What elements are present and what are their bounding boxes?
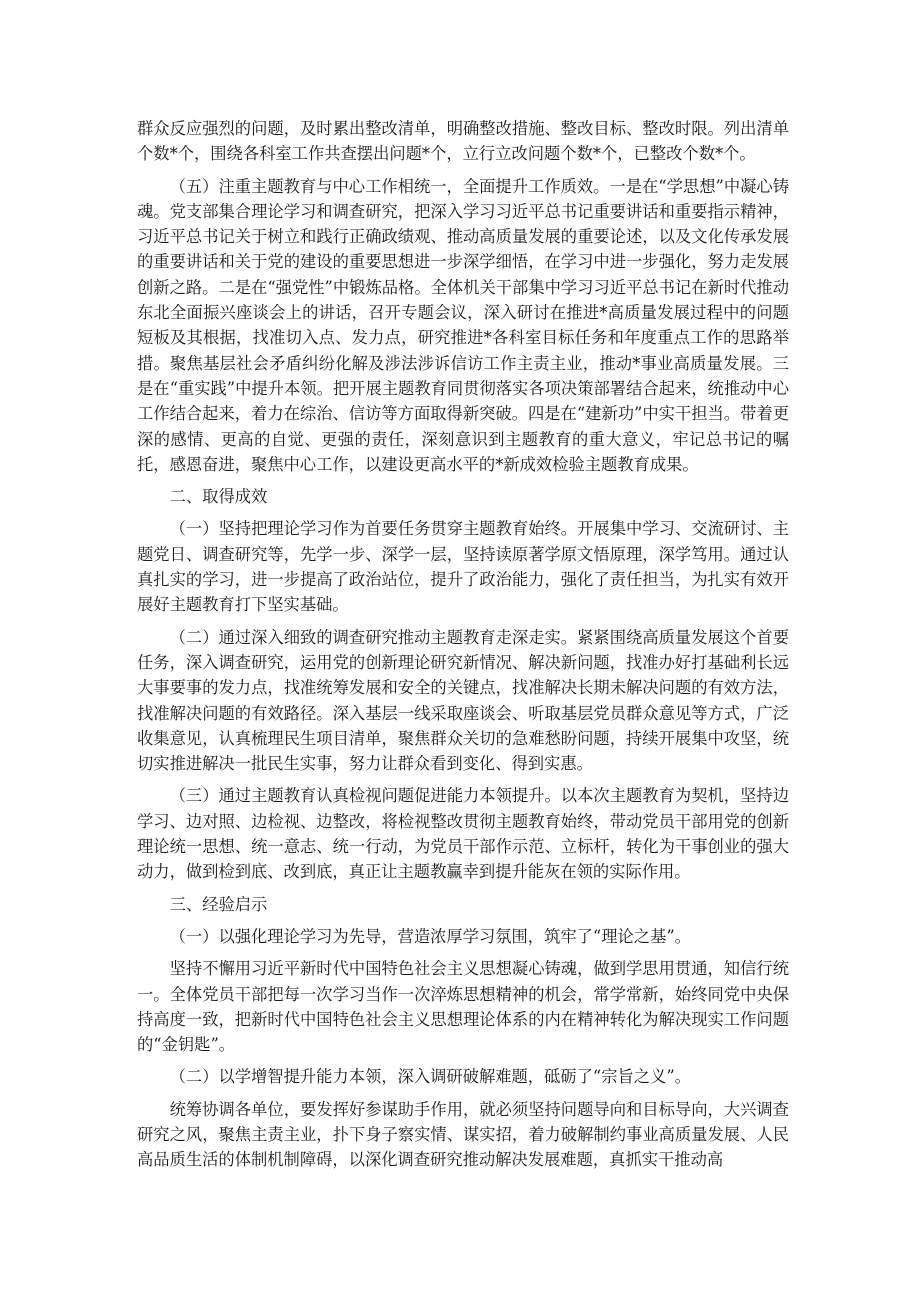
paragraph-experience-two-body: 统筹协调各单位，要发挥好参谋助手作用，就必须坚持问题导向和目标导向，大兴调查研究之风，聚焦主责主业，扑下身子察实情、谋实招，着力破解制约事业高质量发展、人民高品质生活的体制机制障碍，以深化调查研究推动解决发展难题，真抓实干推动高 [137,1099,789,1170]
paragraph-achievement-two: （二）通过深入细致的调查研究推动主题教育走深走实。紧紧围绕高质量发展这个首要任务，深入调查研究，运用党的创新理论研究新情况、解决新问题，找准办好打基础利长远大事要事的发力点，找准统筹发展和安全的关键点，找准解决长期未解决问题的有效方法，找准解决问题的有效路径。深入基层一线采取座谈会、听取基层党员群众意见等方式，广泛收集意见，认真梳理民生项目清单，聚焦群众关切的急难愁盼问题，持续开展集中攻坚，统切实推进解决一批民生实事，努力让群众看到变化、得到实惠。 [137,627,789,774]
heading-achievements: 二、取得成效 [169,487,268,507]
heading-experience: 三、经验启示 [169,894,268,914]
document-page [137,116,789,1180]
paragraph-section-five: （五）注重主题教育与中心工作相统一，全面提升工作质效。一是在“学思想”中凝心铸魂。党支部集合理论学习和调查研究，把深入学习习近平总书记重要讲话和重要指示精神，习近平总书记关于树立和践行正确政绩观、推动高质量发展的重要论述，以及文化传承发展的重要讲话和关于党的建设的重要思想进一步深学细悟，在学习中进一步强化，努力走发展创新之路。二是在“强党性”中锻炼品格。全体机关干部集中学习习近平总书记在新时代推动东北全面振兴座谈会上的讲话，召开专题会议，深入研讨在推进*高质量发展过程中的问题短板及其根据，找准切入点、发力点，研究推进*各科室目标任务和年度重点工作的思路举措。聚焦基层社会矛盾纠纷化解及涉法涉诉信访工作主责主业，推动*事业高质量发展。三是在“重实践”中提升本领。把开展主题教育同贯彻落实各项决策部署结合起来，统推动中心工作结合起来，着力在综治、信访等方面取得新突破。四是在“建新功”中实干担当。带着更深的感情、更高的自觉、更强的责任，深刻意识到主题教育的重大意义，牢记总书记的嘱托，感恩奋进，聚焦中心工作，以建设更高水平的*新成效检验主题教育成果。 [137,176,789,474]
paragraph-experience-one-body: 坚持不懈用习近平新时代中国特色社会主义思想凝心铸魂，做到学思用贯通，知信行统一。全体党员干部把每一次学习当作一次淬炼思想精神的机会，常学常新，始终同党中央保持高度一致，把新时代中国特色社会主义思想理论体系的内在精神转化为解决现实工作问题的“金钥匙”。 [137,959,789,1055]
paragraph-rectification-list: 群众反应强烈的问题，及时累出整改清单，明确整改措施、整改目标、整改时限。列出清单个数*个，围绕各科室工作共查摆出问题*个，立行立改问题个数*个，已整改个数*个。 [137,119,789,164]
paragraph-experience-two-title: （二）以学增智提升能力本领，深入调研破解难题，砥砺了“宗旨之义”。 [169,1067,691,1087]
paragraph-experience-one-title: （一）以强化理论学习为先导，营造浓厚学习氛围，筑牢了“理论之基”。 [169,926,691,946]
paragraph-achievement-three: （三）通过主题教育认真检视问题促进能力本领提升。以本次主题教育为契机，坚持边学习、边对照、边检视、边整改，将检视整改贯彻主题教育始终，带动党员干部用党的创新理论统一思想、统一意志、统一行动，为党员干部作示范、立标杆，转化为干事创业的强大动力，做到检到底、改到底，真正让主题教赢幸到提升能灰在领的实际作用。 [137,786,789,882]
paragraph-achievement-one: （一）坚持把理论学习作为首要任务贯穿主题教育始终。开展集中学习、交流研讨、主题党日、调查研究等，先学一步、深学一层，坚持读原著学原文悟原理，深学笃用。通过认真扎实的学习，进一步提高了政治站位，提升了政治能力，强化了责任担当，为扎实有效开展好主题教育打下坚实基础。 [137,519,789,615]
